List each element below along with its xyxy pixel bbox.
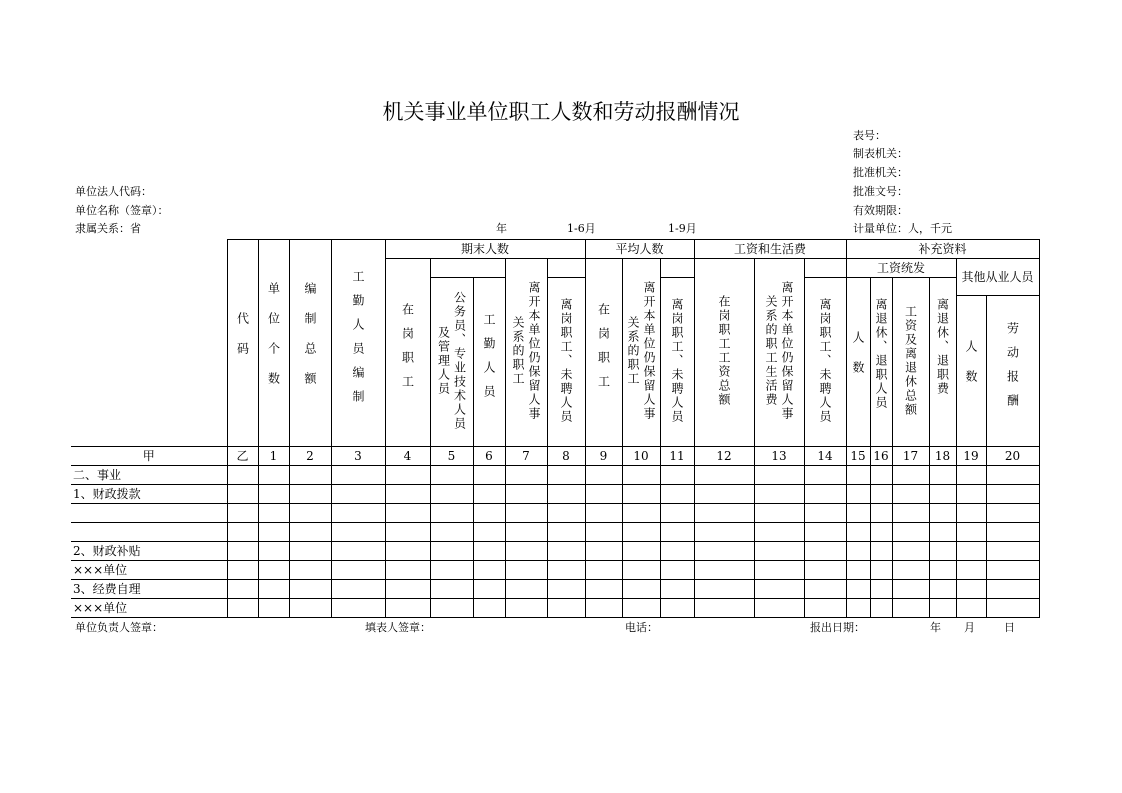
table-cell [929,504,956,523]
table-cell [505,580,547,599]
table-cell [754,504,804,523]
table-cell [622,504,660,523]
table-cell [585,485,622,504]
table-cell [660,466,694,485]
table-cell [585,466,622,485]
table-cell [622,599,660,618]
legal-code-label: 单位法人代码： [75,185,152,198]
table-cell [289,561,331,580]
table-cell [986,561,1039,580]
table-cell [430,580,473,599]
table-cell [258,561,289,580]
column-number-row: 甲 乙 1 2 3 4 5 6 7 8 9 10 11 12 13 14 15 16 17 18 19 20 [71,447,1039,466]
table-cell [892,504,929,523]
row-label [71,523,227,542]
table-cell [385,466,430,485]
table-cell [258,523,289,542]
table-cell [585,504,622,523]
statistics-table [71,239,1040,618]
table-cell [892,561,929,580]
table-cell [585,561,622,580]
table-cell [258,504,289,523]
table-cell [986,542,1039,561]
header-code: 代码 [227,240,258,447]
table-cell [289,523,331,542]
table-cell [660,504,694,523]
header-pay-people: 人数 [846,278,870,447]
table-cell [385,504,430,523]
table-cell [430,504,473,523]
table-cell [622,580,660,599]
table-cell [547,504,585,523]
table-cell [331,523,385,542]
table-cell [804,580,846,599]
table-cell [289,485,331,504]
approval-number-label: 批准文号： [853,185,908,198]
table-cell [986,466,1039,485]
header-avg-retired-hire: 离岗职工、未聘人员 [660,278,694,447]
table-cell [385,523,430,542]
table-cell [846,523,870,542]
table-cell [754,485,804,504]
header-labor: 工勤人员 [473,278,505,447]
header-group-supp: 补充资料 [846,240,1039,259]
table-cell [331,504,385,523]
table-cell [892,580,929,599]
header-wage-hire: 离岗职工、未聘人员 [804,278,846,447]
table-cell [622,485,660,504]
table-cell [986,599,1039,618]
header-pay-retired: 离退休、退职人员 [870,296,892,447]
table-cell [660,485,694,504]
date-year: 年 [930,621,941,634]
table-cell [956,523,986,542]
table-cell [473,561,505,580]
row-label: ×××单位 [71,561,227,580]
table-cell [505,561,547,580]
table-cell [892,599,929,618]
table-cell [547,466,585,485]
table-cell [660,523,694,542]
table-cell [547,485,585,504]
table-cell [430,466,473,485]
table-cell [331,561,385,580]
table-cell [870,504,892,523]
table-cell [331,580,385,599]
table-cell [430,561,473,580]
table-cell [804,561,846,580]
unit-name-label: 单位名称（签章）： [75,204,169,217]
table-cell [585,523,622,542]
filler-sign-label: 填表人签章： [365,621,431,634]
header-group-end: 期末人数 [385,240,585,259]
table-cell [986,485,1039,504]
table-cell [804,542,846,561]
table-cell [986,504,1039,523]
table-cell [804,466,846,485]
table-cell [547,542,585,561]
table-cell [505,523,547,542]
table-cell [846,485,870,504]
table-cell [804,523,846,542]
table-cell [956,542,986,561]
approving-authority-label: 批准机关： [853,166,908,179]
header-pay-total: 工资及离退休总额 [892,278,929,447]
header-quota: 编制总额 [289,240,331,447]
table-cell [870,561,892,580]
table-cell [227,599,258,618]
table-cell [956,466,986,485]
table-cell [846,504,870,523]
row-label: 2、财政补贴 [71,542,227,561]
table-cell [870,599,892,618]
table-cell [258,599,289,618]
row-label [71,504,227,523]
table-row [71,466,1039,485]
table-cell [660,542,694,561]
period-q3-label: 1-9月 [668,222,697,235]
table-cell [473,504,505,523]
table-cell [956,599,986,618]
row-label: 1、财政拨款 [71,485,227,504]
header-pay-fee: 离退休、退职费 [929,296,956,447]
header-group-wage: 工资和生活费 [694,240,846,259]
table-cell [892,485,929,504]
table-cell [547,599,585,618]
table-cell [929,542,956,561]
table-cell [585,542,622,561]
table-cell [622,466,660,485]
table-cell [892,523,929,542]
table-cell [846,466,870,485]
table-cell [258,485,289,504]
table-cell [846,561,870,580]
table-row [71,580,1039,599]
table-cell [846,542,870,561]
table-cell [694,523,754,542]
table-cell [929,485,956,504]
table-cell [289,504,331,523]
table-cell [331,466,385,485]
table-cell [694,542,754,561]
table-cell [754,523,804,542]
table-cell [660,599,694,618]
header-wage-keep: 离开本单位仍保留人事关系的职工生活费 [754,259,804,447]
table-row [71,485,1039,504]
date-day: 日 [1004,621,1015,634]
issuing-authority-label: 制表机关： [853,147,908,160]
table-cell [929,466,956,485]
table-cell [870,466,892,485]
header-unit-count: 单位个数 [258,240,289,447]
header-avg-on-post: 在岗职工 [585,259,622,447]
table-row [71,542,1039,561]
header-wage-pay: 工资统发 [846,259,956,278]
table-cell [289,542,331,561]
table-cell [289,599,331,618]
table-cell [660,561,694,580]
table-cell [956,485,986,504]
table-cell [430,523,473,542]
table-cell [331,485,385,504]
table-cell [892,466,929,485]
table-cell [846,580,870,599]
table-cell [754,599,804,618]
table-cell [227,466,258,485]
table-cell [986,580,1039,599]
table-cell [473,466,505,485]
table-cell [870,580,892,599]
table-cell [331,599,385,618]
table-cell [547,561,585,580]
table-cell [385,561,430,580]
table-cell [385,542,430,561]
table-cell [622,523,660,542]
header-other-people: 人数 [956,296,986,447]
table-cell [430,485,473,504]
table-cell [956,561,986,580]
table-cell [430,542,473,561]
table-cell [929,580,956,599]
table-cell [227,580,258,599]
table-cell [473,485,505,504]
table-cell [694,504,754,523]
header-other-emp: 其他从业人员 [956,259,1039,296]
phone-label: 电话： [625,621,658,634]
table-cell [289,466,331,485]
table-cell [473,523,505,542]
table-cell [694,580,754,599]
header-civil-tech: 公务员、专业技术人员及管理人员 [430,278,473,447]
head-sign-label: 单位负责人签章： [75,621,163,634]
row-label: 3、经费自理 [71,580,227,599]
table-cell [385,599,430,618]
header-other-pay: 劳动报酬 [986,296,1039,447]
table-cell [846,599,870,618]
table-cell [227,523,258,542]
table-cell [956,504,986,523]
page-title: 机关事业单位职工人数和劳动报酬情况 [382,100,740,124]
table-cell [385,580,430,599]
table-row [71,561,1039,580]
table-cell [754,580,804,599]
header-retired-keep: 离开本单位仍保留人事关系的职工 [505,259,547,447]
table-cell [585,599,622,618]
table-row [71,523,1039,542]
table-cell [660,580,694,599]
table-cell [505,466,547,485]
table-cell [870,523,892,542]
table-cell [622,542,660,561]
period-h1-label: 1-6月 [567,222,596,235]
table-cell [385,485,430,504]
table-cell [473,580,505,599]
table-cell [870,542,892,561]
form-number-label: 表号： [853,129,886,142]
table-row [71,599,1039,618]
table-cell [505,504,547,523]
table-cell [956,580,986,599]
table-cell [258,466,289,485]
header-labor-quota: 工勤人员编制 [331,240,385,447]
table-cell [929,561,956,580]
table-cell [585,580,622,599]
table-cell [622,561,660,580]
table-cell [929,599,956,618]
row-label: 二、事业 [71,466,227,485]
date-month: 月 [964,621,975,634]
table-cell [547,580,585,599]
table-cell [227,542,258,561]
table-cell [258,542,289,561]
table-row [71,504,1039,523]
table-cell [892,542,929,561]
table-cell [473,599,505,618]
table-cell [694,561,754,580]
header-retired-hire: 离岗职工、未聘人员 [547,278,585,447]
measure-unit-label: 计量单位：人，千元 [853,222,952,235]
table-cell [754,466,804,485]
table-cell [227,485,258,504]
table-cell [804,599,846,618]
table-cell [505,542,547,561]
table-cell [289,580,331,599]
table-cell [258,580,289,599]
table-cell [754,542,804,561]
table-cell [331,542,385,561]
row-label: ×××单位 [71,599,227,618]
table-cell [227,504,258,523]
header-avg-retired-keep: 离开本单位仍保留人事关系的职工 [622,259,660,447]
table-cell [505,599,547,618]
table-cell [929,523,956,542]
table-cell [227,561,258,580]
table-cell [870,485,892,504]
header-wage-total: 在岗职工工资总额 [694,259,754,447]
table-cell [694,599,754,618]
table-cell [430,599,473,618]
table-cell [986,523,1039,542]
header-on-post: 在岗职工 [385,259,430,447]
table-cell [694,466,754,485]
year-label: 年 [496,222,507,235]
validity-label: 有效期限： [853,204,908,217]
table-cell [804,504,846,523]
table-cell [505,485,547,504]
table-cell [473,542,505,561]
affiliation-label: 隶属关系：省 [75,222,141,235]
report-date-label: 报出日期： [810,621,865,634]
table-cell [547,523,585,542]
header-group-avg: 平均人数 [585,240,694,259]
table-cell [804,485,846,504]
table-cell [754,561,804,580]
table-cell [694,485,754,504]
